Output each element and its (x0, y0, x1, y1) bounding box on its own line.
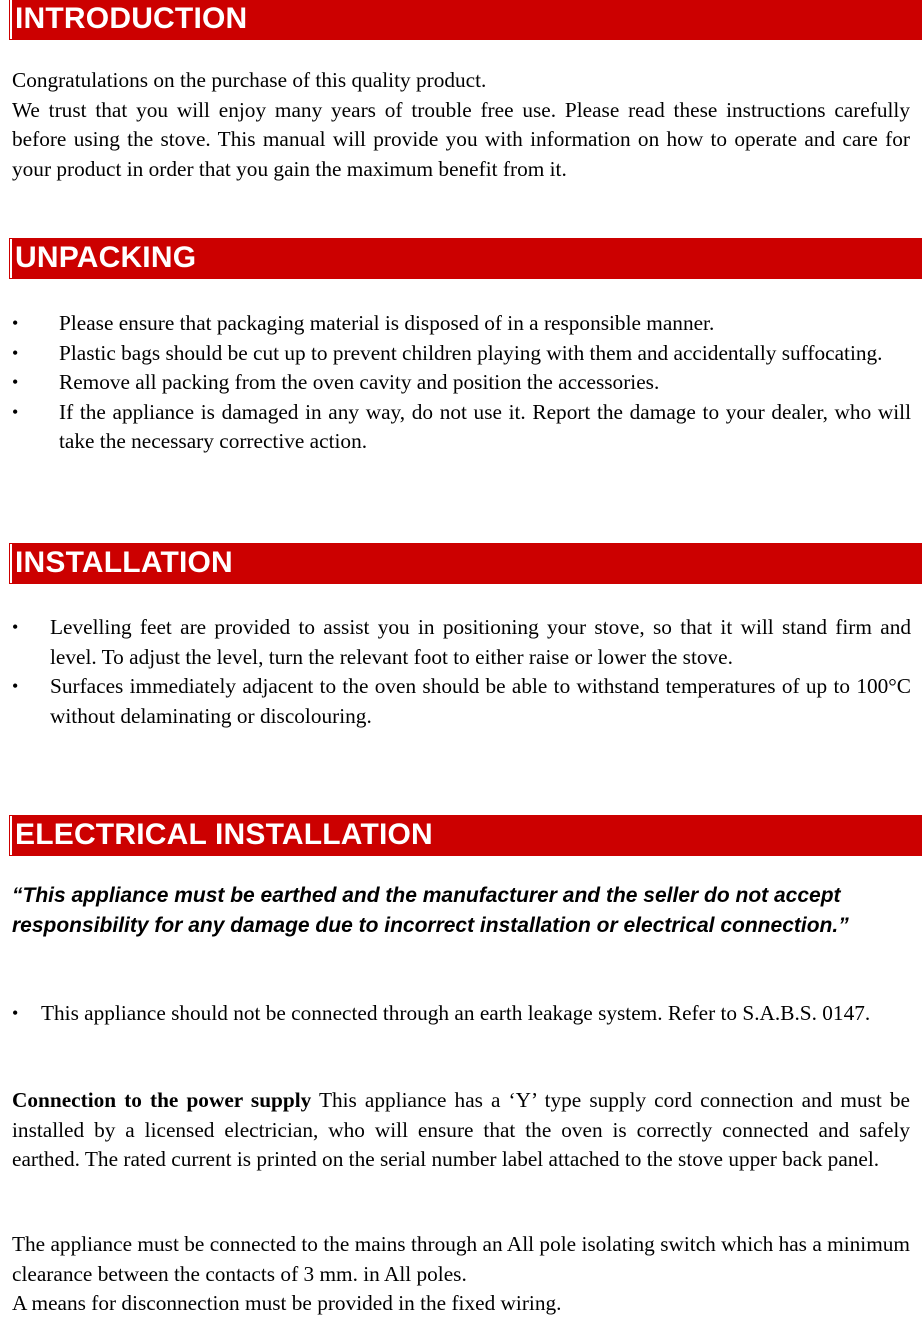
installation-list (12, 613, 911, 731)
list-item (12, 672, 911, 731)
bullet-glyph: • (12, 676, 19, 696)
bullet-glyph: • (12, 342, 19, 363)
power-supply-paragraph (12, 1086, 910, 1175)
isolating-switch-line2: A means for disconnection must be provided in the fixed wiring. (12, 1291, 562, 1315)
list-item-text: Surfaces immediately adjacent to the oven should be able to withstand temperatures of up to 100°C without delaminating or discolouring. (50, 674, 911, 728)
list-item (12, 368, 911, 398)
electrical-list (12, 999, 911, 1029)
section-heading-installation (10, 544, 922, 583)
heading-text: INSTALLATION (15, 546, 233, 579)
introduction-text (12, 66, 910, 184)
list-item-text: Remove all packing from the oven cavity and position the accessories. (59, 370, 660, 394)
list-item (12, 999, 911, 1029)
list-item-text: Levelling feet are provided to assist you in positioning your stove, so that it will stand firm and level. To adjust the level, turn the relevant foot to either raise or lower the stove. (50, 615, 911, 669)
power-supply-label: Connection to the power supply (12, 1088, 312, 1112)
list-item-text: Plastic bags should be cut up to prevent children playing with them and accidentally suffocating. (59, 340, 883, 365)
heading-text: ELECTRICAL INSTALLATION (15, 818, 433, 851)
list-item (12, 339, 911, 369)
list-item (12, 613, 911, 672)
isolating-switch-paragraph (12, 1230, 910, 1319)
isolating-switch-line1: The appliance must be connected to the mains through an All pole isolating switch which has a minimum clearance between the contacts of 3 mm. in All poles. (12, 1232, 910, 1286)
bullet-glyph: • (12, 1003, 19, 1023)
bullet-glyph: • (12, 617, 19, 637)
list-item-text: Please ensure that packaging material is disposed of in a responsible manner. (59, 311, 715, 335)
bullet-glyph: • (12, 313, 19, 333)
introduction-line2: We trust that you will enjoy many years of trouble free use. Please read these instructions carefully before using the stove. This manual will provide you with information on how to operate and care for your product in order that you gain the maximum benefit from it. (12, 97, 910, 181)
unpacking-list (12, 309, 911, 457)
power-supply-text: This appliance has a ‘Y’ type supply cord connection and must be installed by a licensed electrician, who will ensure that the oven is correctly connected and safely earthed. The rated current is printed on the serial number label attached to the stove upper back panel. (12, 1088, 910, 1171)
bullet-glyph: • (12, 401, 19, 422)
earthing-warning: “This appliance must be earthed and the manufacturer and the seller do not accept responsibility for any damage due to incorrect installation or electrical connection.” (12, 884, 849, 937)
heading-text: INTRODUCTION (15, 2, 248, 35)
section-heading-electrical-installation (10, 816, 922, 855)
list-item-text: This appliance should not be connected through an earth leakage system. Refer to S.A.B.S. 0147. (41, 1001, 871, 1025)
list-item-text: If the appliance is damaged in any way, do not use it. Report the damage to your dealer, who will take the necessary corrective action. (59, 399, 911, 453)
bullet-glyph: • (12, 372, 19, 392)
list-item (12, 398, 911, 457)
section-heading-introduction (10, 0, 922, 39)
heading-text: UNPACKING (15, 241, 197, 274)
section-heading-unpacking (10, 239, 922, 278)
introduction-line1: Congratulations on the purchase of this quality product. (12, 68, 487, 92)
list-item (12, 309, 911, 339)
